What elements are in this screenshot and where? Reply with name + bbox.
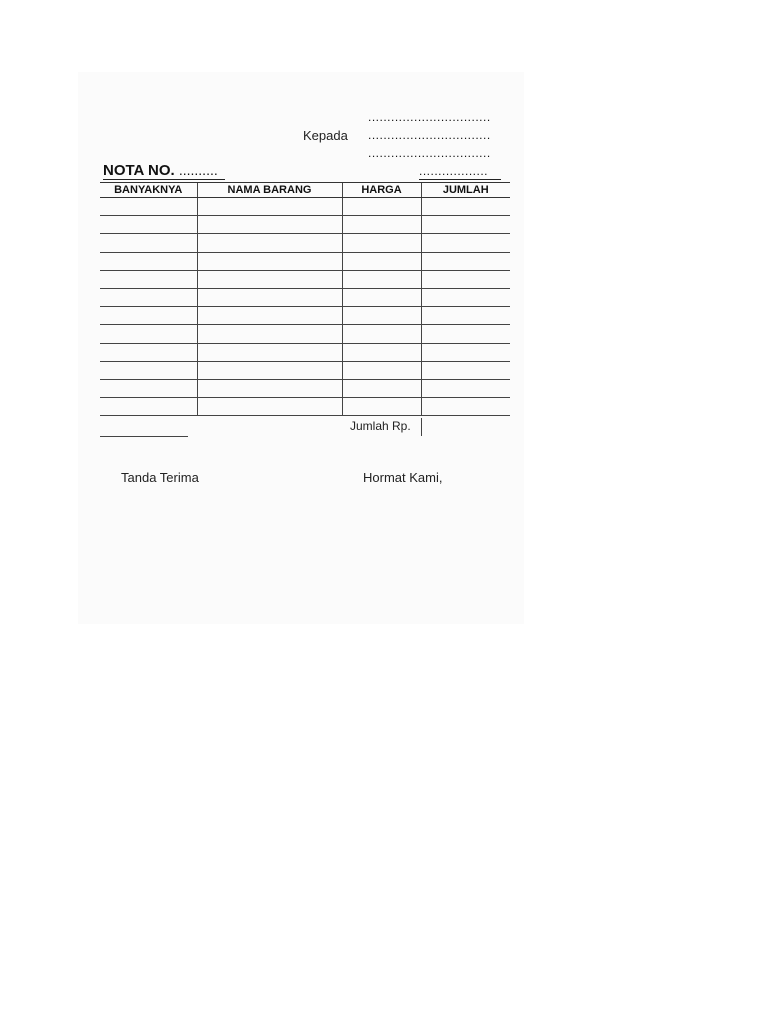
- total-label: Jumlah Rp.: [350, 419, 411, 433]
- table-row: [100, 234, 510, 252]
- sign-left-label: Tanda Terima: [121, 470, 199, 485]
- table-body: [100, 198, 510, 416]
- table-cell: [421, 361, 510, 379]
- table-row: [100, 325, 510, 343]
- table-cell: [342, 325, 421, 343]
- table-cell: [100, 307, 197, 325]
- date-dots: ..................: [419, 164, 489, 178]
- table-cell: [342, 270, 421, 288]
- table-cell: [421, 234, 510, 252]
- table-row: [100, 343, 510, 361]
- table-row: [100, 288, 510, 306]
- table-cell: [100, 325, 197, 343]
- sign-right-label: Hormat Kami,: [363, 470, 443, 485]
- table-cell: [100, 361, 197, 379]
- table-cell: [197, 234, 342, 252]
- table-cell: [197, 198, 342, 216]
- table-cell: [100, 288, 197, 306]
- table-cell: [421, 252, 510, 270]
- table-cell: [421, 307, 510, 325]
- table-cell: [100, 343, 197, 361]
- table-cell: [421, 198, 510, 216]
- table-cell: [421, 270, 510, 288]
- table-cell: [342, 288, 421, 306]
- table-cell: [100, 252, 197, 270]
- table-cell: [421, 398, 510, 416]
- table-cell: [197, 288, 342, 306]
- table-cell: [197, 361, 342, 379]
- table-cell: [421, 379, 510, 397]
- table-row: [100, 379, 510, 397]
- table-cell: [342, 361, 421, 379]
- items-table: [100, 182, 510, 416]
- address-line-2: ................................: [368, 128, 491, 142]
- table-cell: [197, 325, 342, 343]
- table-cell: [342, 198, 421, 216]
- total-divider: [421, 418, 422, 436]
- col-banyaknya: BANYAKNYA: [100, 183, 197, 198]
- kepada-label: Kepada: [303, 128, 348, 143]
- table-cell: [100, 270, 197, 288]
- address-line-1: ................................: [368, 110, 491, 124]
- nota-heading: [103, 162, 218, 179]
- table-row: [100, 398, 510, 416]
- table-cell: [100, 379, 197, 397]
- table-row: [100, 307, 510, 325]
- col-jumlah: JUMLAH: [421, 183, 510, 198]
- table-cell: [197, 307, 342, 325]
- table-cell: [100, 398, 197, 416]
- table-cell: [342, 234, 421, 252]
- table-cell: [197, 216, 342, 234]
- address-line-3: ................................: [368, 146, 491, 160]
- table-cell: [197, 270, 342, 288]
- table-row: [100, 216, 510, 234]
- table-cell: [197, 343, 342, 361]
- table-row: [100, 252, 510, 270]
- left-total-line: [100, 436, 188, 437]
- table-cell: [197, 398, 342, 416]
- nota-underline: [103, 179, 225, 180]
- nota-title: NOTA NO.: [103, 162, 175, 179]
- table-cell: [197, 379, 342, 397]
- table-cell: [342, 379, 421, 397]
- table-cell: [421, 325, 510, 343]
- table-cell: [421, 216, 510, 234]
- table-cell: [100, 198, 197, 216]
- table-row: [100, 270, 510, 288]
- table-cell: [100, 234, 197, 252]
- table-cell: [421, 343, 510, 361]
- table-row: [100, 361, 510, 379]
- table-cell: [342, 252, 421, 270]
- nota-number: ..........: [178, 162, 218, 178]
- table-cell: [197, 252, 342, 270]
- date-underline: [419, 179, 501, 180]
- table-cell: [342, 216, 421, 234]
- table-cell: [421, 288, 510, 306]
- col-nama-barang: NAMA BARANG: [197, 183, 342, 198]
- table-cell: [342, 343, 421, 361]
- table-row: [100, 198, 510, 216]
- table-cell: [342, 398, 421, 416]
- col-harga: HARGA: [342, 183, 421, 198]
- table-header-row: [100, 183, 510, 198]
- table-cell: [100, 216, 197, 234]
- table-cell: [342, 307, 421, 325]
